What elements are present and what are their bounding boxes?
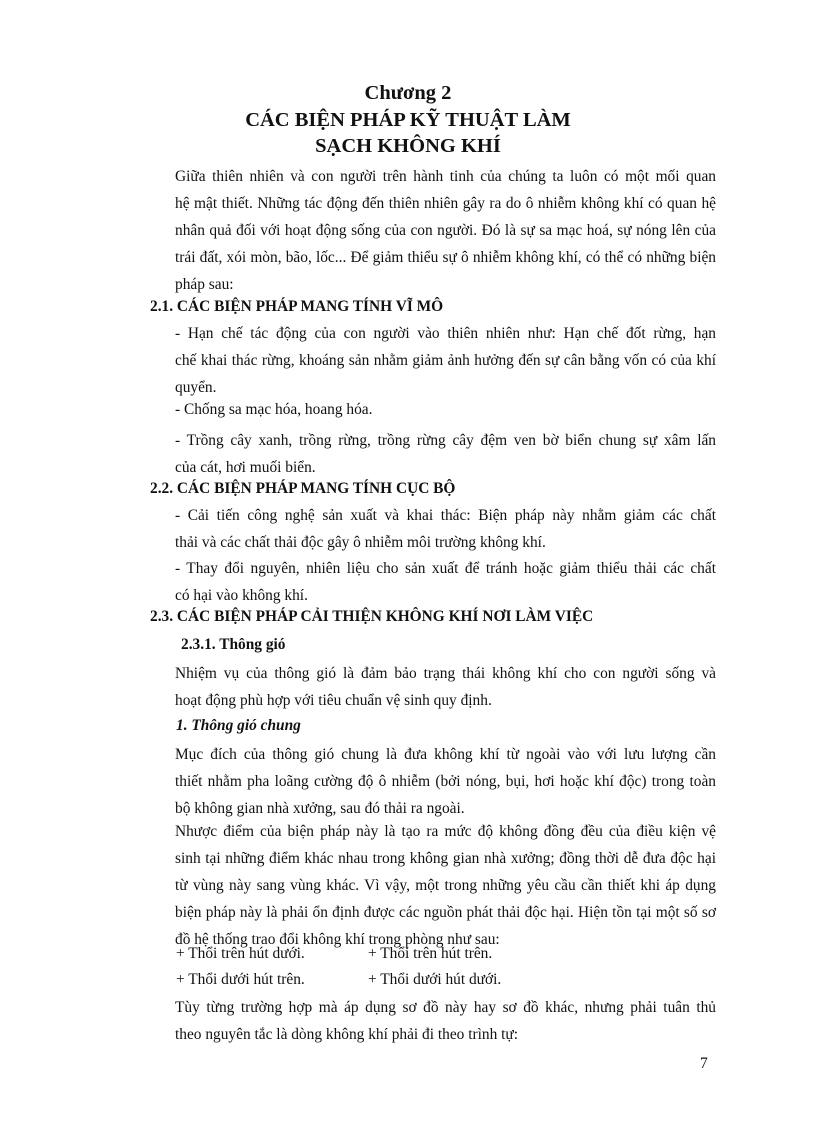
section-2-2-paragraph-1	[150, 502, 716, 556]
text-line: Giữa thiên nhiên và con người trên hành tinh của chúng ta luôn có một mối quan	[175, 168, 716, 185]
chapter-title-line1: CÁC BIỆN PHÁP KỸ THUẬT LÀM	[245, 109, 571, 131]
text-line: trái đất, xói mòn, bão, lốc... Để giảm thiểu sự ô nhiễm không khí, có thể có những biện	[175, 249, 716, 266]
text-line: - Chống sa mạc hóa, hoang hóa.	[175, 401, 373, 418]
section-2-3-paragraph-4	[150, 994, 716, 1048]
page-number: 7	[700, 1055, 708, 1072]
text-line: Nhược điểm của biện pháp này là tạo ra mức độ không đồng đều của điều kiện vệ	[175, 823, 716, 840]
section-2-2-heading: 2.2. CÁC BIỆN PHÁP MANG TÍNH CỤC BỘ	[150, 480, 456, 497]
text-line: đồ hệ thống trao đổi không khí trong phòng như sau:	[175, 931, 500, 948]
section-2-1-paragraph-3	[150, 427, 716, 481]
option-item: + Thổi dưới hút trên.	[176, 971, 305, 988]
text-line: - Thay đổi nguyên, nhiên liệu cho sản xuất để tránh hoặc giảm thiểu thải các chất	[175, 560, 716, 577]
text-line: Tùy từng trường hợp mà áp dụng sơ đồ này hay sơ đồ khác, nhưng phải tuân thủ	[175, 999, 716, 1016]
text-line: thải và các chất thải độc gây ô nhiễm môi trường không khí.	[175, 534, 546, 551]
options-row-2	[176, 966, 501, 993]
text-line: của cát, hơi muối biển.	[175, 459, 316, 476]
item-1-heading: 1. Thông gió chung	[176, 717, 301, 734]
section-2-3-paragraph-1	[150, 660, 716, 714]
section-2-1-heading: 2.1. CÁC BIỆN PHÁP MANG TÍNH VĨ MÔ	[150, 298, 444, 315]
text-line: biện pháp này là phải ổn định được các nguồn phát thải độc hại. Hiện tồn tại một số sơ	[175, 904, 716, 921]
text-line: hệ mật thiết. Những tác động đến thiên nhiên gây ra do ô nhiễm không khí có quan hệ	[175, 195, 716, 212]
section-2-3-heading: 2.3. CÁC BIỆN PHÁP CẢI THIỆN KHÔNG KHÍ NƠI LÀM VIỆC	[150, 608, 594, 625]
section-2-1-paragraph-2	[150, 396, 716, 423]
text-line: pháp sau:	[175, 276, 234, 293]
chapter-title-line2: SẠCH KHÔNG KHÍ	[315, 135, 501, 157]
options-row-1	[176, 940, 492, 967]
text-line: Nhiệm vụ của thông gió là đảm bảo trạng thái không khí cho con người sống và	[175, 665, 716, 682]
option-item: + Thổi trên hút dưới.	[176, 945, 305, 962]
text-line: quyển.	[175, 379, 217, 396]
option-item: + Thổi trên hút trên.	[368, 945, 493, 962]
section-2-3-paragraph-3	[150, 818, 716, 953]
text-line: sinh tại những điểm khác nhau trong không gian nhà xưởng; đồng thời dễ đưa độc hại	[175, 850, 716, 867]
text-line: bộ không gian nhà xưởng, sau đó thải ra ngoài.	[175, 800, 465, 817]
text-line: theo nguyên tắc là dòng không khí phải đi theo trình tự:	[175, 1026, 519, 1043]
section-2-1-paragraph-1	[150, 320, 716, 401]
section-2-2-paragraph-2	[150, 555, 716, 609]
subsection-2-3-1-heading: 2.3.1. Thông gió	[181, 636, 286, 653]
text-line: hoạt động phù hợp với tiêu chuẩn vệ sinh quy định.	[175, 692, 492, 709]
section-2-3-paragraph-2	[150, 741, 716, 822]
text-line: - Trồng cây xanh, trồng rừng, trồng rừng cây đệm ven bờ biển chung sự xâm lấn	[175, 432, 716, 449]
text-line: nhân quả đối với hoạt động sống của con người. Đó là sự sa mạc hoá, sự nóng lên của	[175, 222, 716, 239]
text-line: thiết nhằm pha loãng cường độ ô nhiễm (bởi nóng, bụi, hơi hoặc khí độc) trong toàn	[175, 773, 716, 790]
text-line: - Cải tiến công nghệ sản xuất và khai thác: Biện pháp này nhằm giảm các chất	[175, 507, 716, 524]
text-line: từ vùng này sang vùng khác. Vì vậy, một trong những yêu cầu cần thiết khi áp dụng	[175, 877, 716, 894]
chapter-label: Chương 2	[364, 82, 452, 104]
intro-paragraph	[150, 163, 716, 298]
text-line: - Hạn chế tác động của con người vào thiên nhiên như: Hạn chế đốt rừng, hạn	[175, 325, 716, 342]
text-line: có hại vào không khí.	[175, 587, 308, 604]
text-line: chế khai thác rừng, khoáng sản nhằm giảm ảnh hưởng đến sự cân bằng vốn có của khí	[175, 352, 716, 369]
text-line: Mục đích của thông gió chung là đưa không khí từ ngoài vào với lưu lượng cần	[175, 746, 716, 763]
option-item: + Thổi dưới hút dưới.	[368, 971, 502, 988]
